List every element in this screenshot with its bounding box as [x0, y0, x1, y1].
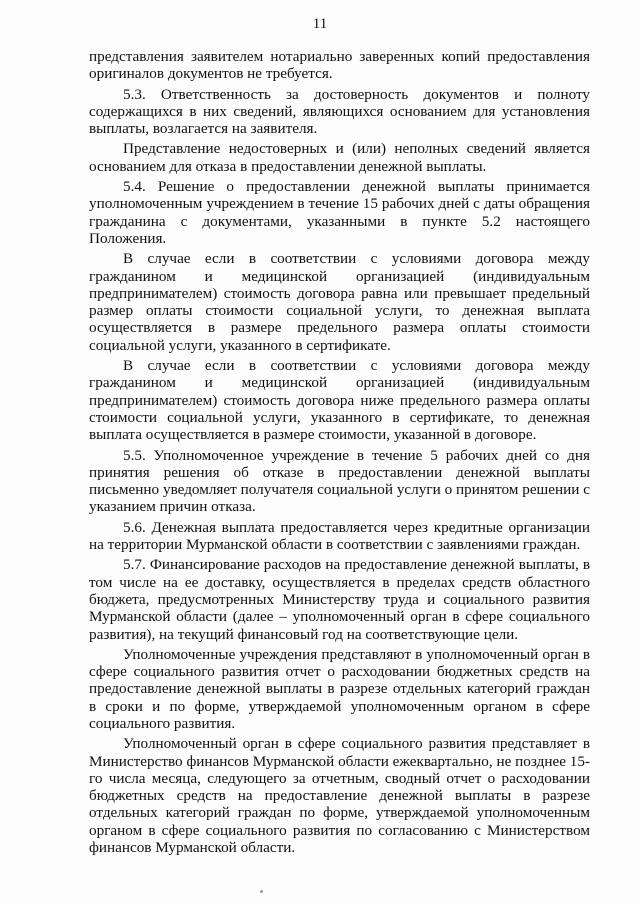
scan-speck — [260, 890, 263, 893]
paragraph-cost-below: В случае если в соответствии с условиями договора между гражданином и медицинской организацией (индивидуальным предпринимателем) стоимость договора ниже предельного размера оплаты стоимости социальной услуги, указанного в сертификате, то денежная выплата осуществляется в размере стоимости, указанной в договоре. — [89, 357, 590, 444]
paragraph-5-7: 5.7. Финансирование расходов на предоставление денежной выплаты, в том числе на ее доставку, осуществляется в пределах средств областного бюджета, предусмотренных Министерству труда и социального развития Мурманской области (далее – уполномоченный орган в сфере социального развития), на текущий финансовый год на соответствующие цели. — [89, 556, 590, 643]
paragraph-continuation: представления заявителем нотариально заверенных копий предоставления оригиналов документов не требуется. — [89, 48, 590, 83]
paragraph-false-info: Представление недостоверных и (или) неполных сведений является основанием для отказа в предоставлении денежной выплаты. — [89, 140, 590, 175]
document-body — [89, 48, 590, 859]
paragraph-5-4: 5.4. Решение о предоставлении денежной выплаты принимается уполномоченным учреждением в течение 15 рабочих дней с даты обращения гражданина с документами, указанными в пункте 5.2 настоящего Положения. — [89, 178, 590, 247]
page-number: 11 — [312, 16, 328, 32]
paragraph-institution-reports: Уполномоченные учреждения представляют в уполномоченный орган в сфере социального развития отчет о расходовании бюджетных средств на предоставление денежной выплаты в разрезе отдельных категорий граждан в сроки и по форме, утверждаемой уполномоченным органом в сфере социального развития. — [89, 645, 590, 732]
paragraph-5-6: 5.6. Денежная выплата предоставляется через кредитные организации на территории Мурманской области в соответствии с заявлениями граждан. — [89, 518, 590, 554]
paragraph-5-3: 5.3. Ответственность за достоверность документов и полноту содержащихся в них сведений, являющихся основанием для установления выплаты, возлагается на заявителя. — [89, 85, 590, 138]
paragraph-cost-equal-or-above: В случае если в соответствии с условиями договора между гражданином и медицинской организацией (индивидуальным предпринимателем) стоимость договора равна или превышает предельный размер оплаты стоимости социальной услуги, то денежная выплата осуществляется в размере предельного размера оплаты стоимости социальной услуги, указанного в сертификате. — [89, 250, 590, 354]
paragraph-authority-reports: Уполномоченный орган в сфере социального развития представляет в Министерство финансов Мурманской области ежеквартально, не позднее 15-го числа месяца, следующего за отчетным, сводный отчет о расходовании бюджетных средств на предоставление денежной выплаты в разрезе отдельных категорий граждан по форме, утверждаемой уполномоченным органом в сфере социального развития по согласованию с Министерством финансов Мурманской области. — [89, 735, 590, 857]
paragraph-5-5: 5.5. Уполномоченное учреждение в течение 5 рабочих дней со дня принятия решения об отказе в предоставлении денежной выплаты письменно уведомляет получателя социальной услуги о принятом решении с указанием причин отказа. — [89, 446, 590, 516]
